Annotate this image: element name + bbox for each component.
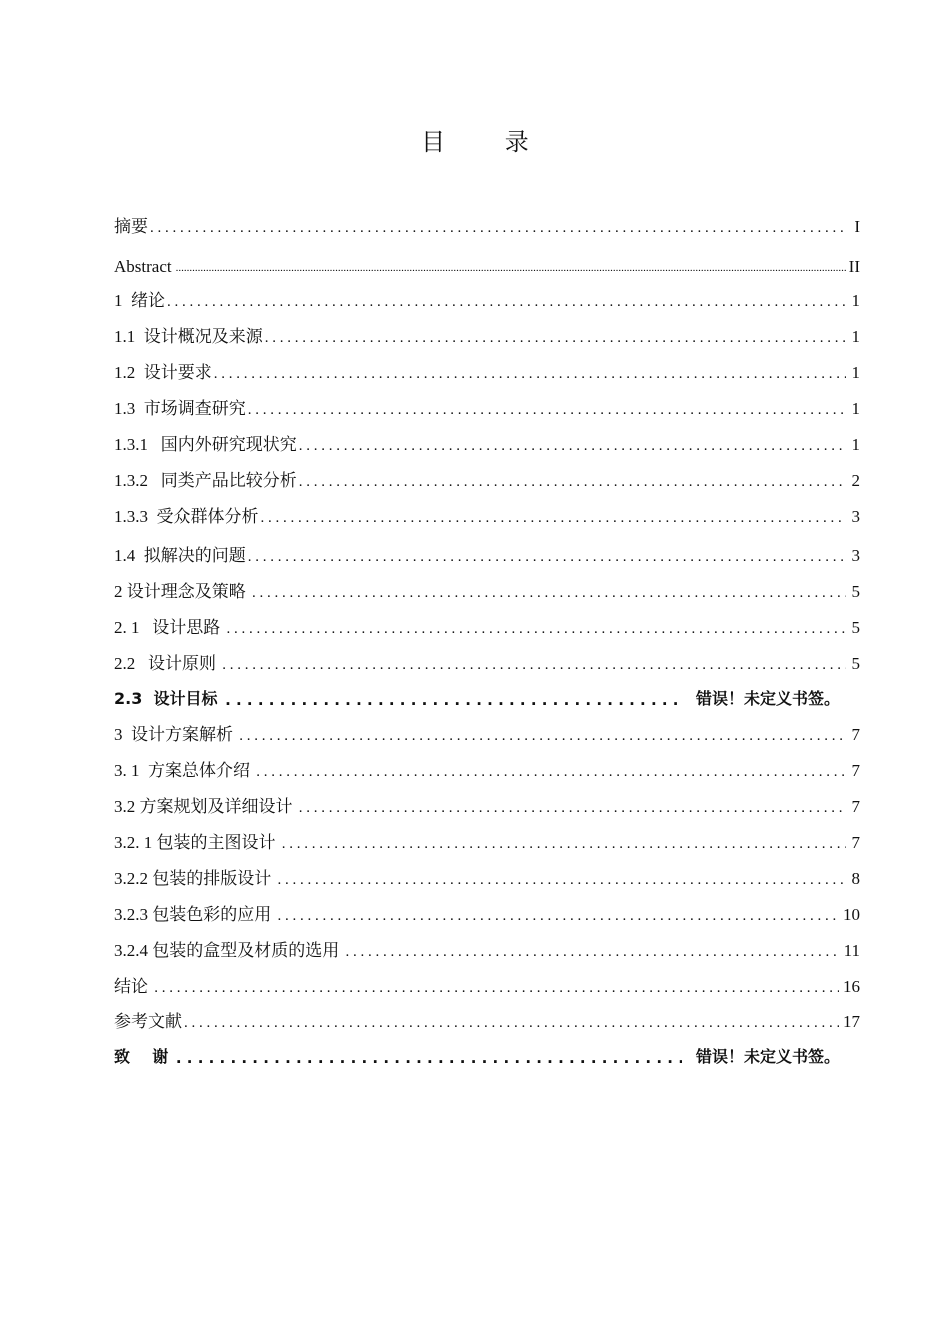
toc-entry-label: 1.2 设计要求 — [114, 363, 212, 382]
dot-leader — [278, 871, 847, 889]
toc-entry[interactable] — [114, 287, 860, 311]
toc-entry-label: 1 绪论 — [114, 291, 165, 310]
toc-entry-acknowledgements-error[interactable] — [114, 1043, 860, 1067]
dot-leader — [176, 1049, 682, 1067]
toc-entry-label: 1.3.3 受众群体分析 — [114, 507, 259, 526]
toc-entry-label: 2.3 设计目标 — [114, 689, 224, 708]
toc-entry-label: 1.3.2 同类产品比较分析 — [114, 471, 297, 490]
toc-entry[interactable] — [114, 614, 860, 638]
toc-entry[interactable] — [114, 937, 860, 961]
dot-leader — [248, 548, 846, 566]
dot-leader — [176, 259, 847, 277]
dot-leader — [167, 293, 846, 311]
dot-leader — [282, 835, 846, 853]
toc-entry-page: 5 — [851, 618, 860, 637]
dot-leader — [150, 219, 846, 237]
dot-leader — [299, 799, 846, 817]
toc-entry[interactable] — [114, 793, 860, 817]
toc-entry-label: 2. 1 设计思路 — [114, 618, 225, 637]
toc-entry-label: 结论 — [114, 977, 153, 996]
toc-entry-references[interactable] — [114, 1008, 860, 1032]
toc-entry-page: 10 — [843, 905, 860, 924]
dot-leader — [227, 620, 847, 638]
toc-entry-label: 3.2 方案规划及详细设计 — [114, 797, 297, 816]
toc-entry[interactable] — [114, 395, 860, 419]
toc-entry[interactable] — [114, 467, 860, 491]
toc-entry-conclusion[interactable] — [114, 973, 860, 997]
toc-entry-page: 1 — [851, 399, 860, 418]
toc-entry[interactable] — [114, 542, 860, 566]
toc-entry-page: 错误！未定义书签。 — [695, 689, 840, 708]
dot-leader — [248, 401, 846, 419]
toc-entry-page: 1 — [851, 363, 860, 382]
toc-entry-page: 7 — [851, 725, 860, 744]
toc-entry-page: II — [848, 257, 860, 276]
dot-leader — [214, 365, 846, 383]
toc-entry-page: 8 — [851, 869, 860, 888]
toc-entry-error[interactable] — [114, 685, 860, 709]
dot-leader — [222, 656, 846, 674]
toc-entry[interactable] — [114, 431, 860, 455]
toc-entry[interactable] — [114, 650, 860, 674]
toc-entry-page: 错误！未定义书签。 — [695, 1047, 840, 1066]
toc-entry-label: 3.2. 1 包装的主图设计 — [114, 833, 280, 852]
toc-entry-label: 1.3 市场调查研究 — [114, 399, 246, 418]
toc-entry-label: 1.3.1 国内外研究现状究 — [114, 435, 297, 454]
dot-leader — [278, 907, 840, 925]
toc-entry-label: 3.2.3 包装色彩的应用 — [114, 905, 276, 924]
toc-entry-abstract-cn[interactable] — [114, 213, 860, 237]
dot-leader — [225, 691, 682, 709]
toc-entry-page: 5 — [851, 654, 860, 673]
toc-entry-label: 2.2 设计原则 — [114, 654, 221, 673]
toc-entry[interactable] — [114, 503, 860, 527]
toc-entry-label: 3 设计方案解析 — [114, 725, 238, 744]
toc-entry-label: Abstract — [114, 257, 172, 276]
toc-entry-page: 7 — [851, 833, 860, 852]
dot-leader — [299, 473, 846, 491]
dot-leader — [299, 437, 846, 455]
toc-entry-label: 致 谢 — [114, 1047, 174, 1066]
toc-entry-label: 3.2.4 包装的盒型及材质的选用 — [114, 941, 344, 960]
toc-entry-page: 1 — [851, 291, 860, 310]
toc-entry-page: 2 — [851, 471, 860, 490]
toc-entry-page: 1 — [851, 435, 860, 454]
toc-entry-label: 参考文献 — [114, 1012, 182, 1031]
toc-entry-page: 1 — [851, 327, 860, 346]
toc-entry-page: 17 — [843, 1012, 860, 1031]
toc-entry-page: 3 — [851, 546, 860, 565]
toc-entry-label: 3. 1 方案总体介绍 — [114, 761, 255, 780]
toc-entry[interactable] — [114, 323, 860, 347]
toc-entry[interactable] — [114, 359, 860, 383]
dot-leader — [252, 584, 846, 602]
toc-entry[interactable] — [114, 721, 860, 745]
toc-entry-label: 摘要 — [114, 217, 148, 236]
dot-leader — [261, 509, 847, 527]
toc-entry-abstract-en[interactable] — [114, 253, 860, 277]
toc-entry[interactable] — [114, 865, 860, 889]
page-title: 目 录 — [421, 128, 555, 156]
toc-entry-page: 7 — [851, 797, 860, 816]
toc-entry[interactable] — [114, 578, 860, 602]
toc-entry-label: 1.1 设计概况及来源 — [114, 327, 263, 346]
dot-leader — [265, 329, 846, 347]
toc-entry-page: 16 — [843, 977, 860, 996]
toc-entry[interactable] — [114, 901, 860, 925]
toc-entry-page: 3 — [851, 507, 860, 526]
dot-leader — [256, 763, 846, 781]
dot-leader — [346, 943, 840, 961]
toc-entry-page: 7 — [851, 761, 860, 780]
toc-entry[interactable] — [114, 757, 860, 781]
toc-entry-page: I — [854, 217, 860, 236]
toc-entry-label: 1.4 拟解决的问题 — [114, 546, 246, 565]
dot-leader — [239, 727, 846, 745]
toc-entry[interactable] — [114, 829, 860, 853]
dot-leader — [184, 1014, 839, 1032]
toc-entry-page: 5 — [851, 582, 860, 601]
toc-entry-page: 11 — [843, 941, 860, 960]
toc-entry-label: 2 设计理念及策略 — [114, 582, 250, 601]
dot-leader — [154, 979, 839, 997]
toc-entry-label: 3.2.2 包装的排版设计 — [114, 869, 276, 888]
